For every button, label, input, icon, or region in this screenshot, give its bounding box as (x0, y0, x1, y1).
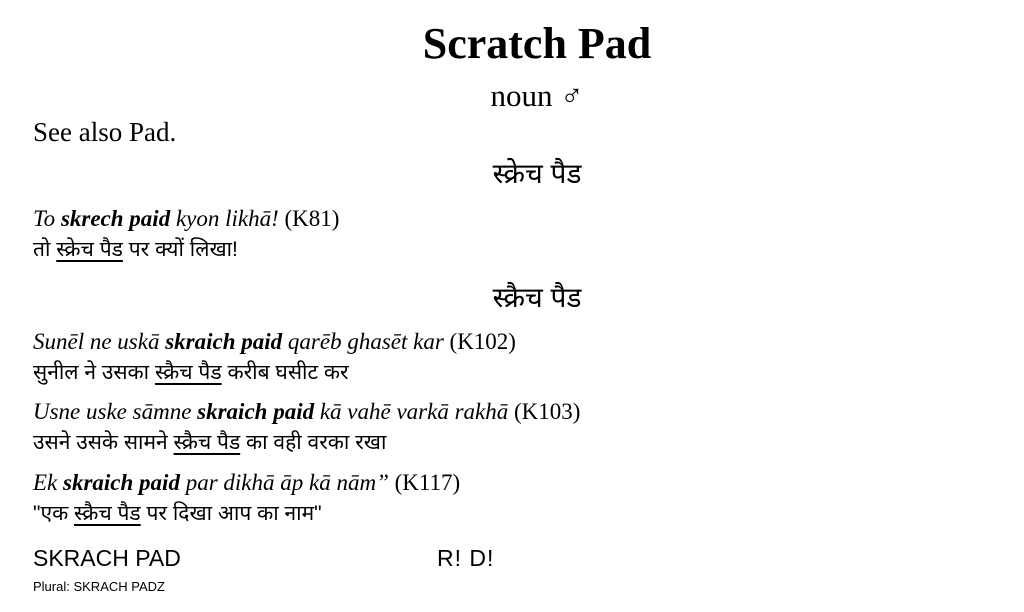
example-transliteration (33, 328, 516, 356)
plural-form: Plural: SKRACH PADZ (33, 579, 165, 594)
example-transliteration (33, 205, 339, 233)
example-transliteration (33, 398, 580, 426)
citation: (K117) (388, 470, 461, 495)
see-also-note: See also Pad. (33, 117, 177, 147)
transliteration-keyword: skraich paid (165, 329, 283, 354)
example-devanagari (33, 235, 238, 265)
devanagari-keyword: स्क्रेच पैड (56, 238, 123, 261)
devanagari-text: सुनील ने उसका (33, 361, 155, 384)
transliteration-text: To (33, 206, 61, 231)
citation: (K102) (443, 329, 516, 354)
transliteration-keyword: skrech paid (60, 206, 171, 231)
transliteration-text: qarēb ghasēt kar (282, 329, 444, 354)
example-devanagari (33, 428, 386, 458)
devanagari-text: पर क्यों लिखा! (122, 238, 238, 261)
transliteration-text: Sunēl ne uskā (33, 329, 166, 354)
example-devanagari (33, 499, 322, 529)
entry-headword: Scratch Pad (422, 19, 652, 68)
devanagari-keyword: स्क्रैच पैड (173, 431, 241, 454)
example-devanagari (33, 358, 349, 388)
transliteration-text: kyon likhā! (170, 206, 279, 231)
devanagari-text: तो (33, 238, 57, 261)
pronunciation-code: R! D! (437, 545, 495, 571)
example-transliteration (33, 469, 460, 497)
devanagari-text: पर दिखा आप का नाम" (140, 502, 322, 525)
transliteration-text: par dikhā āp kā nām” (179, 470, 389, 495)
transliteration-text: kā vahē varkā rakhā (314, 399, 509, 424)
devanagari-keyword: स्क्रैच पैड (74, 502, 141, 525)
part-of-speech: noun ♂ (490, 78, 584, 113)
devanagari-headword: स्क्रेच पैड (492, 158, 582, 189)
transliteration-keyword: skraich paid (63, 470, 180, 495)
transliteration-keyword: skraich paid (197, 399, 315, 424)
citation: (K103) (508, 399, 581, 424)
devanagari-text: का वही वरका रखा (240, 431, 387, 454)
devanagari-text: उसने उसके सामने (33, 431, 174, 454)
devanagari-headword: स्क्रैच पैड (492, 282, 582, 313)
citation: (K81) (278, 206, 340, 231)
devanagari-text: "एक (33, 502, 75, 525)
transliteration-text: Usne uske sāmne (33, 399, 198, 424)
devanagari-text: करीब घसीट कर (221, 361, 349, 384)
transliteration-text: Ek (33, 470, 64, 495)
phonetic-spelling: SKRACH PAD (33, 545, 181, 571)
devanagari-keyword: स्क्रैच पैड (154, 361, 222, 384)
